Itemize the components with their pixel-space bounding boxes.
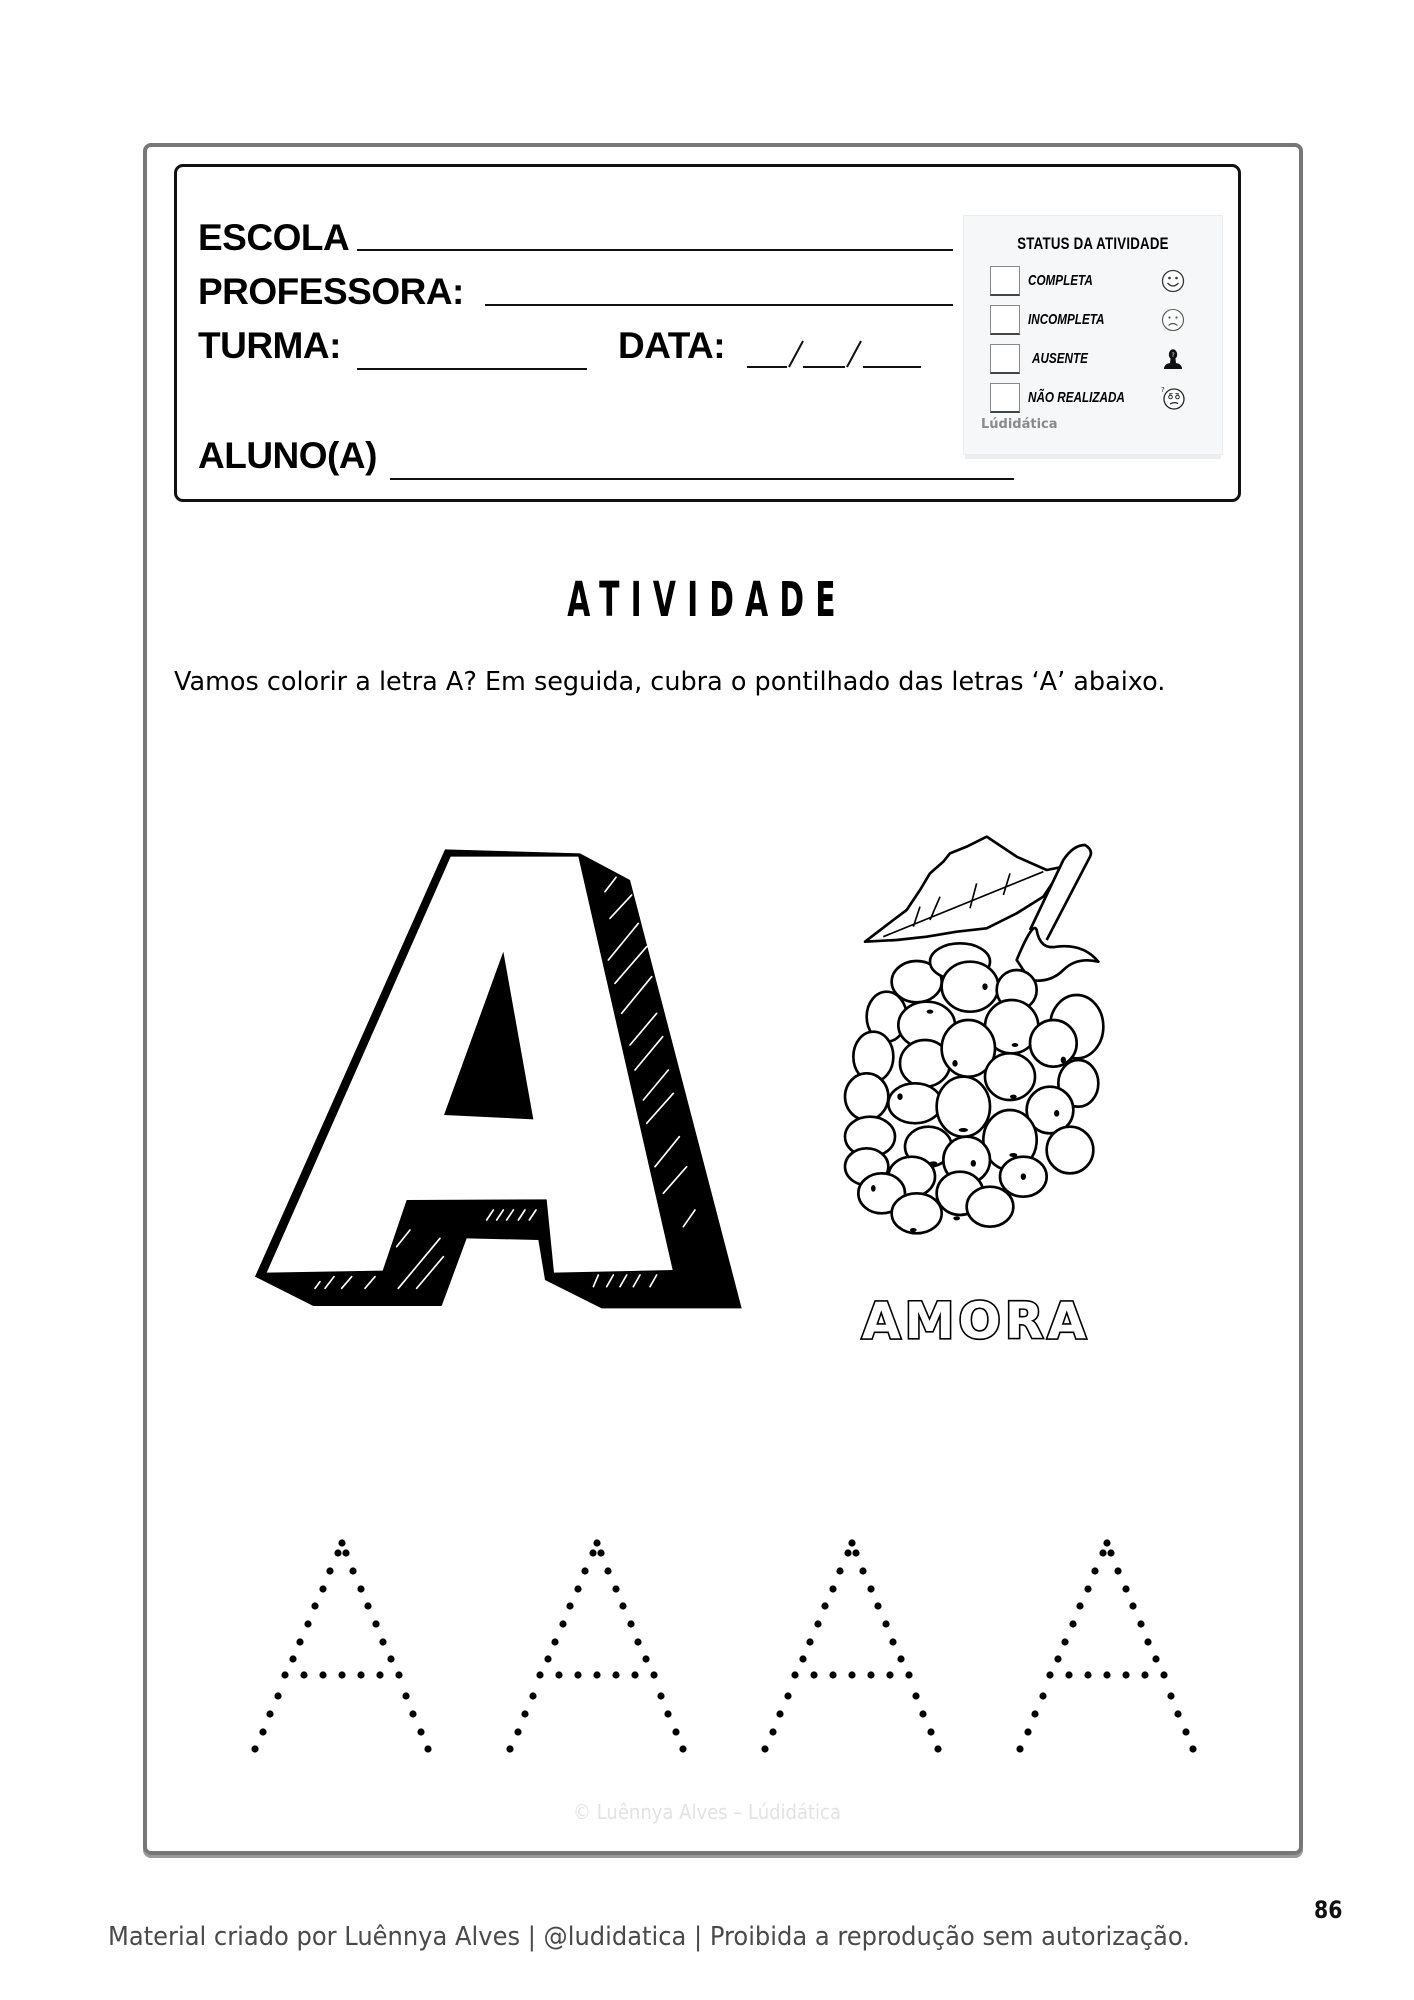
tracing-dot: [274, 1692, 281, 1699]
tracing-dot: [1099, 1549, 1106, 1556]
status-label: COMPLETA: [1028, 272, 1093, 289]
tracing-dot: [319, 1585, 326, 1592]
tracing-dot: [776, 1710, 783, 1717]
tracing-dot: [810, 1671, 817, 1678]
tracing-dot: [326, 1567, 333, 1574]
status-label: INCOMPLETA: [1028, 311, 1105, 328]
tracing-dot: [259, 1728, 266, 1735]
tracing-dot: [529, 1692, 536, 1699]
tracing-dot: [679, 1745, 686, 1752]
tracing-dot: [566, 1602, 573, 1609]
tracing-dot: [799, 1655, 806, 1662]
tracing-dot: [551, 1638, 558, 1645]
tracing-dot: [634, 1638, 641, 1645]
status-option-absent[interactable]: [990, 344, 1210, 374]
tracing-dot: [1076, 1602, 1083, 1609]
tracing-dot: [1189, 1745, 1196, 1752]
picture-word-text: AMORA: [861, 1292, 1091, 1348]
tracing-dot: [364, 1602, 371, 1609]
absent-person-icon: [1160, 346, 1186, 372]
teacher-label: PROFESSORA:: [198, 271, 464, 312]
tracing-dot: [338, 1539, 345, 1546]
tracing-dot: [521, 1710, 528, 1717]
tracing-dot: [574, 1671, 581, 1678]
tracing-dot: [905, 1671, 912, 1678]
tracing-dot: [514, 1728, 521, 1735]
tracing-dot: [821, 1602, 828, 1609]
tracing-dot: [319, 1671, 326, 1678]
tracing-dot: [417, 1728, 424, 1735]
tracing-dot: [1114, 1567, 1121, 1574]
tracing-dot: [867, 1585, 874, 1592]
activity-status-card: [963, 215, 1223, 455]
school-label: ESCOLA: [198, 217, 350, 258]
status-option-complete[interactable]: [990, 266, 1210, 296]
tracing-dot: [612, 1671, 619, 1678]
tracing-dot: [379, 1638, 386, 1645]
tracing-dot: [897, 1655, 904, 1662]
tracing-dot: [300, 1671, 307, 1678]
tracing-dot: [1084, 1585, 1091, 1592]
tracing-dot: [1031, 1710, 1038, 1717]
tracing-dot: [631, 1671, 638, 1678]
tracing-dot: [304, 1620, 311, 1627]
tracing-dot: [1016, 1745, 1023, 1752]
tracing-dot: [251, 1745, 258, 1752]
confused-face-icon: [1160, 385, 1186, 411]
tracing-dot: [657, 1692, 664, 1699]
tracing-dot: [544, 1655, 551, 1662]
footer-credit: Material criado por Luênnya Alves | @ludidatica | Proibida a reprodução sem autorização.: [108, 1922, 1190, 1952]
tracing-dot: [334, 1549, 341, 1556]
status-option-incomplete[interactable]: [990, 305, 1210, 335]
tracing-dot: [1129, 1602, 1136, 1609]
status-checkbox-complete[interactable]: [990, 266, 1020, 296]
tracing-dot: [859, 1567, 866, 1574]
tracing-dot: [387, 1655, 394, 1662]
status-option-not-done[interactable]: [990, 383, 1210, 413]
tracing-dot: [829, 1585, 836, 1592]
tracing-dot: [1137, 1620, 1144, 1627]
raspberry-drupelets: [845, 943, 1103, 1233]
status-brand-label: Lúdidática: [981, 417, 1058, 432]
tracing-dot: [844, 1549, 851, 1556]
date-label: DATA:: [618, 325, 726, 366]
tracing-dot: [1122, 1585, 1129, 1592]
tracing-dot: [1141, 1671, 1148, 1678]
happy-face-icon: [1160, 268, 1186, 294]
tracing-dot: [1103, 1539, 1110, 1546]
tracing-dot: [886, 1671, 893, 1678]
tracing-dot: [927, 1728, 934, 1735]
date-field[interactable]: [745, 335, 925, 371]
tracing-dot: [372, 1620, 379, 1627]
tracing-dot: [589, 1549, 596, 1556]
tracing-dot: [409, 1710, 416, 1717]
tracing-dot: [919, 1710, 926, 1717]
tracing-dot: [311, 1602, 318, 1609]
tracing-dot: [402, 1692, 409, 1699]
tracing-dot: [1152, 1655, 1159, 1662]
activity-instructions: Vamos colorir a letra A? Em seguida, cubra o pontilhado das letras ‘A’ abaixo.: [174, 667, 1166, 697]
status-checkbox-absent[interactable]: [990, 344, 1020, 374]
student-label: ALUNO(A): [198, 435, 377, 476]
tracing-dot: [814, 1620, 821, 1627]
tracing-dot: [1174, 1710, 1181, 1717]
tracing-dot: [1065, 1671, 1072, 1678]
status-title: STATUS DA ATIVIDADE: [1017, 234, 1169, 253]
tracing-dot: [1084, 1671, 1091, 1678]
school-field[interactable]: [357, 249, 953, 251]
tracing-dot: [1160, 1671, 1167, 1678]
tracing-dot: [559, 1620, 566, 1627]
tracing-dot: [1144, 1638, 1151, 1645]
tracing-dot: [627, 1620, 634, 1627]
status-checkbox-not-done[interactable]: [990, 383, 1020, 413]
tracing-dot: [357, 1671, 364, 1678]
tracing-dot: [604, 1567, 611, 1574]
tracing-dot: [1024, 1728, 1031, 1735]
tracing-dot: [376, 1671, 383, 1678]
tracing-dot: [867, 1671, 874, 1678]
tracing-dot: [769, 1728, 776, 1735]
tracing-dot: [1091, 1567, 1098, 1574]
tracing-dot: [882, 1620, 889, 1627]
tracing-dot: [1182, 1728, 1189, 1735]
class-field[interactable]: [357, 368, 587, 370]
tracing-dot: [338, 1671, 345, 1678]
tracing-dot: [395, 1671, 402, 1678]
tracing-dot: [889, 1638, 896, 1645]
tracing-dot: [912, 1692, 919, 1699]
tracing-dot: [934, 1745, 941, 1752]
tracing-dot: [612, 1585, 619, 1592]
activity-title: ATIVIDADE: [567, 572, 847, 628]
tracing-dot: [619, 1602, 626, 1609]
tracing-dot: [761, 1745, 768, 1752]
tracing-dot: [784, 1692, 791, 1699]
tracing-dot: [1069, 1620, 1076, 1627]
tracing-dot: [349, 1567, 356, 1574]
tracing-dot: [281, 1671, 288, 1678]
tracing-dot: [848, 1671, 855, 1678]
tracing-dot: [424, 1745, 431, 1752]
svg-text:?: ?: [1171, 352, 1175, 359]
sad-face-icon: [1160, 307, 1186, 333]
tracing-dot: [506, 1745, 513, 1752]
tracing-dot: [852, 1549, 859, 1556]
coloring-letter-a[interactable]: [240, 840, 760, 1340]
tracing-dot: [672, 1728, 679, 1735]
tracing-dot: [266, 1710, 273, 1717]
tracing-dot: [1122, 1671, 1129, 1678]
tracing-dot: [536, 1671, 543, 1678]
tracing-dot: [1061, 1638, 1068, 1645]
tracing-dot: [581, 1567, 588, 1574]
status-label: NÃO REALIZADA: [1028, 389, 1125, 406]
picture-word-amora: [820, 1288, 1132, 1348]
tracing-dot: [1167, 1692, 1174, 1699]
tracing-dot: [874, 1602, 881, 1609]
class-label: TURMA:: [198, 325, 341, 366]
tracing-dot: [1054, 1655, 1061, 1662]
tracing-dot: [642, 1655, 649, 1662]
tracing-dot: [664, 1710, 671, 1717]
page-number: 86: [1314, 1896, 1343, 1924]
tracing-dot: [555, 1671, 562, 1678]
svg-text:?: ?: [1161, 386, 1165, 394]
tracing-dot: [650, 1671, 657, 1678]
tracing-dot: [791, 1671, 798, 1678]
tracing-dot: [1039, 1692, 1046, 1699]
tracing-dot: [1103, 1671, 1110, 1678]
tracing-dot: [597, 1549, 604, 1556]
tracing-dot: [1107, 1549, 1114, 1556]
tracing-dot: [342, 1549, 349, 1556]
raspberry-illustration[interactable]: [830, 830, 1150, 1250]
tracing-dot: [593, 1539, 600, 1546]
teacher-field[interactable]: [485, 304, 953, 306]
tracing-dot: [296, 1638, 303, 1645]
tracing-dot: [357, 1585, 364, 1592]
tracing-dot: [574, 1585, 581, 1592]
student-field[interactable]: [390, 478, 1014, 480]
tracing-dot: [829, 1671, 836, 1678]
tracing-dot: [593, 1671, 600, 1678]
status-label: AUSENTE: [1032, 350, 1088, 367]
tracing-dot: [848, 1539, 855, 1546]
copyright-watermark: © Luênnya Alves – Lúdidática: [572, 1800, 841, 1824]
tracing-dot: [289, 1655, 296, 1662]
tracing-dot: [836, 1567, 843, 1574]
tracing-dot: [1046, 1671, 1053, 1678]
tracing-dot: [806, 1638, 813, 1645]
status-checkbox-incomplete[interactable]: [990, 305, 1020, 335]
